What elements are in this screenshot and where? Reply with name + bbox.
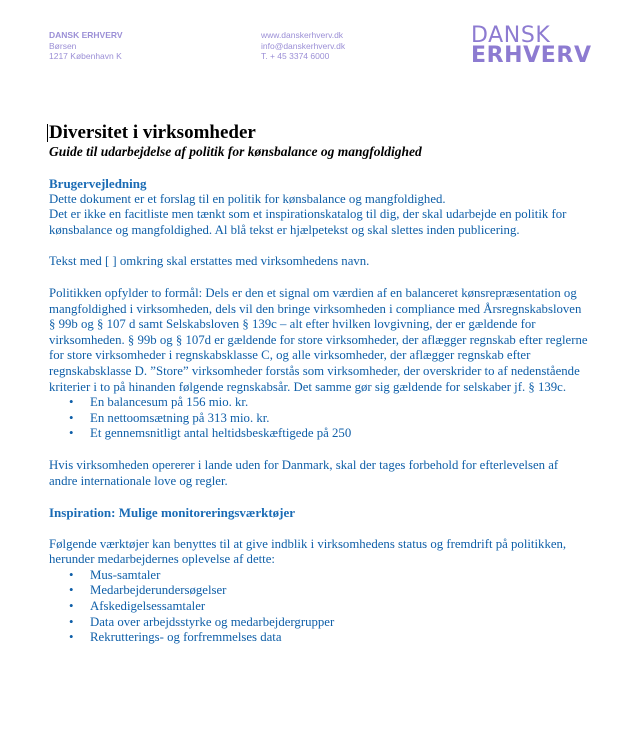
document-subtitle[interactable]: Guide til udarbejdelse af politik for kønsbalance og mangfoldighed xyxy=(49,144,422,159)
list-item[interactable]: • Mus-samtaler xyxy=(49,568,589,584)
address-line-1: Børsen xyxy=(49,40,77,51)
paragraph[interactable]: Dette dokument er et forslag til en politik for kønsbalance og mangfoldighed. xyxy=(49,191,446,206)
list-item[interactable]: • En balancesum på 156 mio. kr. xyxy=(49,395,589,411)
criteria-list xyxy=(49,395,589,442)
paragraph[interactable]: Tekst med [ ] omkring skal erstattes med virksomhedens navn. xyxy=(49,254,370,269)
document-title[interactable] xyxy=(49,122,589,144)
spacer xyxy=(49,270,589,286)
phone-text: T. + 45 3374 6000 xyxy=(261,51,330,61)
section-heading-inspiration[interactable]: Inspiration: Mulige monitoreringsværktøjer xyxy=(49,505,296,521)
paragraph[interactable]: Følgende værktøjer kan benyttes til at give indblik i virksomhedens status og fremdrift på politikken, herunder medarbejdernes oplevelse af dette: xyxy=(49,536,567,567)
logo-line-1: DANSK xyxy=(471,23,551,48)
spacer xyxy=(49,442,589,458)
list-item[interactable]: • Rekrutterings- og forfremmelses data xyxy=(49,630,589,646)
section-heading-brugervejledning[interactable]: Brugervejledning xyxy=(49,176,147,191)
company-name: DANSK ERHVERV xyxy=(49,30,123,40)
document-body[interactable] xyxy=(49,122,589,646)
paragraph[interactable]: Hvis virksomheden opererer i lande uden for Danmark, skal der tages forbehold for efterlevelsen af andre internationale love og regler. xyxy=(49,457,559,488)
letterhead-contact xyxy=(261,30,345,62)
list-item[interactable]: • Medarbejderundersøgelser xyxy=(49,583,589,599)
logo-line-2: ERHVERV xyxy=(471,43,592,68)
letterhead-address xyxy=(49,30,123,62)
list-item[interactable]: • Et gennemsnitligt antal heltidsbeskæftigede på 250 xyxy=(49,426,589,442)
company-logo xyxy=(471,23,592,68)
paragraph[interactable]: Det er ikke en facitliste men tænkt som et inspirationskatalog til dig, der skal udarbejde en politik for kønsbalance og mangfoldighed. Al blå tekst er hjælpetekst og skal slettes inden publicering. xyxy=(49,207,567,237)
document-title-text: Diversitet i virksomheder xyxy=(49,122,256,143)
list-item[interactable]: • Data over arbejdsstyrke og medarbejdergrupper xyxy=(49,615,589,631)
spacer xyxy=(49,489,589,505)
spacer xyxy=(49,521,589,537)
email-text: info@danskerhverv.dk xyxy=(261,40,346,51)
text-cursor xyxy=(47,124,48,142)
list-item[interactable]: • En nettoomsætning på 313 mio. kr. xyxy=(49,411,589,427)
address-line-2: 1217 København K xyxy=(49,51,122,61)
website-text: www.danskerhverv.dk xyxy=(261,30,344,40)
list-item[interactable]: • Afskedigelsessamtaler xyxy=(49,599,589,615)
paragraph[interactable]: Politikken opfylder to formål: Dels er den et signal om værdien af en balanceret kønsrepræsentation og mangfoldighed i virksomheden, dels vil den bringe virksomheden i compliance med Årsregnskabsloven § 99b og § 107 d samt Selskabsloven § 139c – alt efter hvilken lovgivning, der er gældende for virksomheden. § 99b og § 107d er gældende for store virksomheder, der aflægger regnskab efter reglerne for store virksomheder i regnskabsklasse C, og alle virksomheder, der aflægger regnskab efter regnskabsklasse D. ”Store” virksomheder forstås som virksomheder, der overskrider to af nedenstående kriterier i to på hinanden følgende regnskabsår. Det samme gør sig gældende for selskaber jf. § 139c. xyxy=(49,285,588,394)
spacer xyxy=(49,160,589,176)
spacer xyxy=(49,238,589,254)
tools-list xyxy=(49,568,589,646)
